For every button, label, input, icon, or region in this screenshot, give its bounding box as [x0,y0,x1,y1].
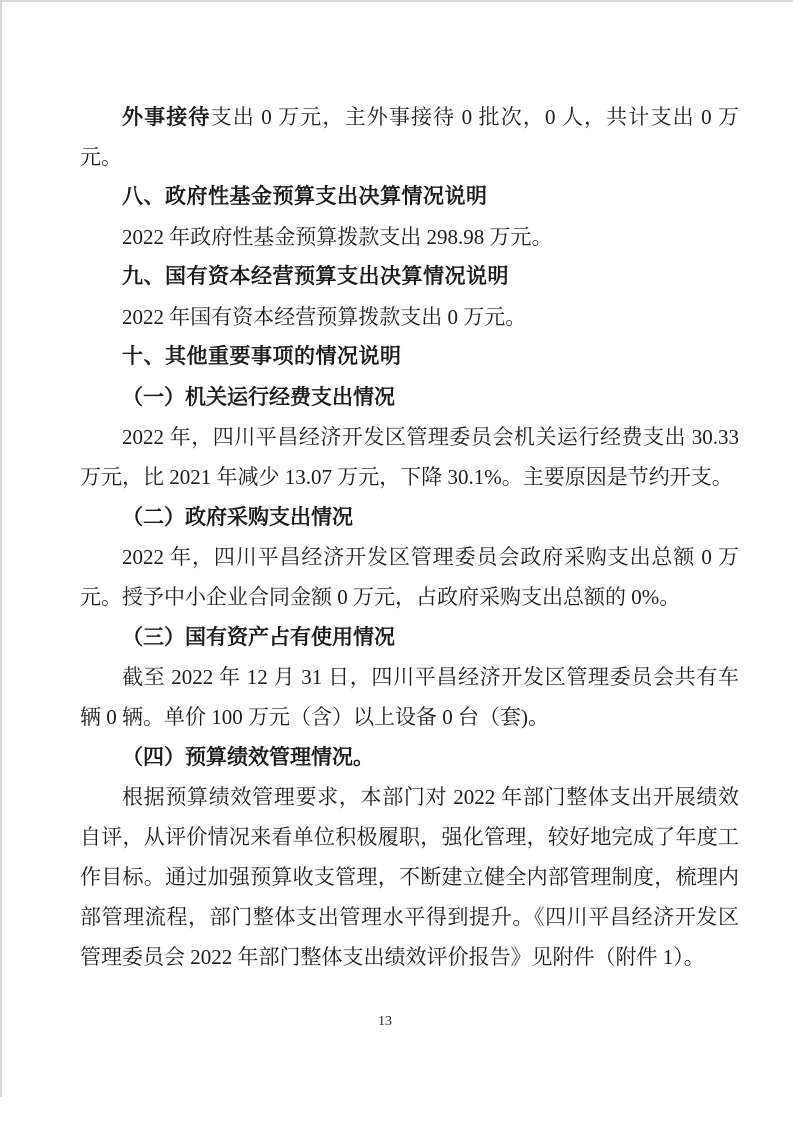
paragraph-foreign-affairs-text: 支出 0 万元，主外事接待 0 批次，0 人，共计支出 0 万元。 [80,105,740,169]
page-left-edge [0,0,2,1097]
subheading-3-state-assets-usage: （三）国有资产占有使用情况 [122,625,395,649]
paragraph-state-capital-expenditure: 2022 年国有资本经营预算拨款支出 0 万元。 [122,305,527,329]
page-top-edge [0,0,793,2]
heading-section-10-other-matters: 十、其他重要事项的情况说明 [122,345,402,368]
document-body [80,97,739,977]
paragraph-agency-operating-expense: 2022 年，四川平昌经济开发区管理委员会机关运行经费支出 30.33 万元，比 2021 年减少 13.07 万元，下降 30.1%。主要原因是节约开支。 [80,425,739,489]
subheading-4-budget-performance: （四）预算绩效管理情况。 [122,745,374,769]
paragraph-state-assets-usage: 截至 2022 年 12 月 31 日，四川平昌经济开发区管理委员会共有车辆 0 辆。单价 100 万元（含）以上设备 0 台（套)。 [80,665,739,729]
subheading-1-agency-operating-expense: （一）机关运行经费支出情况 [122,385,395,409]
heading-section-9-state-capital-budget: 九、国有资本经营预算支出决算情况说明 [122,265,509,288]
heading-section-8-govt-fund-budget: 八、政府性基金预算支出决算情况说明 [122,185,488,208]
paragraph-govt-procurement: 2022 年，四川平昌经济开发区管理委员会政府采购支出总额 0 万元。授予中小企业合同金额 0 万元，占政府采购支出总额的 0%。 [80,545,739,609]
page-number: 13 [378,1014,392,1029]
paragraph-foreign-affairs-reception [80,97,739,177]
paragraph-budget-performance: 根据预算绩效管理要求，本部门对 2022 年部门整体支出开展绩效自评，从评价情况来看单位积极履职，强化管理，较好地完成了年度工作目标。通过加强预算收支管理，不断建立健全内部管理制度，梳理内部管理流程，部门整体支出管理水平得到提升。《四川平昌经济开发区管理委员会 2022 年部门整体支出绩效评价报告》见附件（附件 1）。 [80,785,739,969]
subheading-2-govt-procurement: （二）政府采购支出情况 [122,505,353,529]
paragraph-govt-fund-expenditure: 2022 年政府性基金预算拨款支出 298.98 万元。 [122,225,553,249]
paragraph-foreign-affairs-bold-lead: 外事接待 [122,105,211,129]
